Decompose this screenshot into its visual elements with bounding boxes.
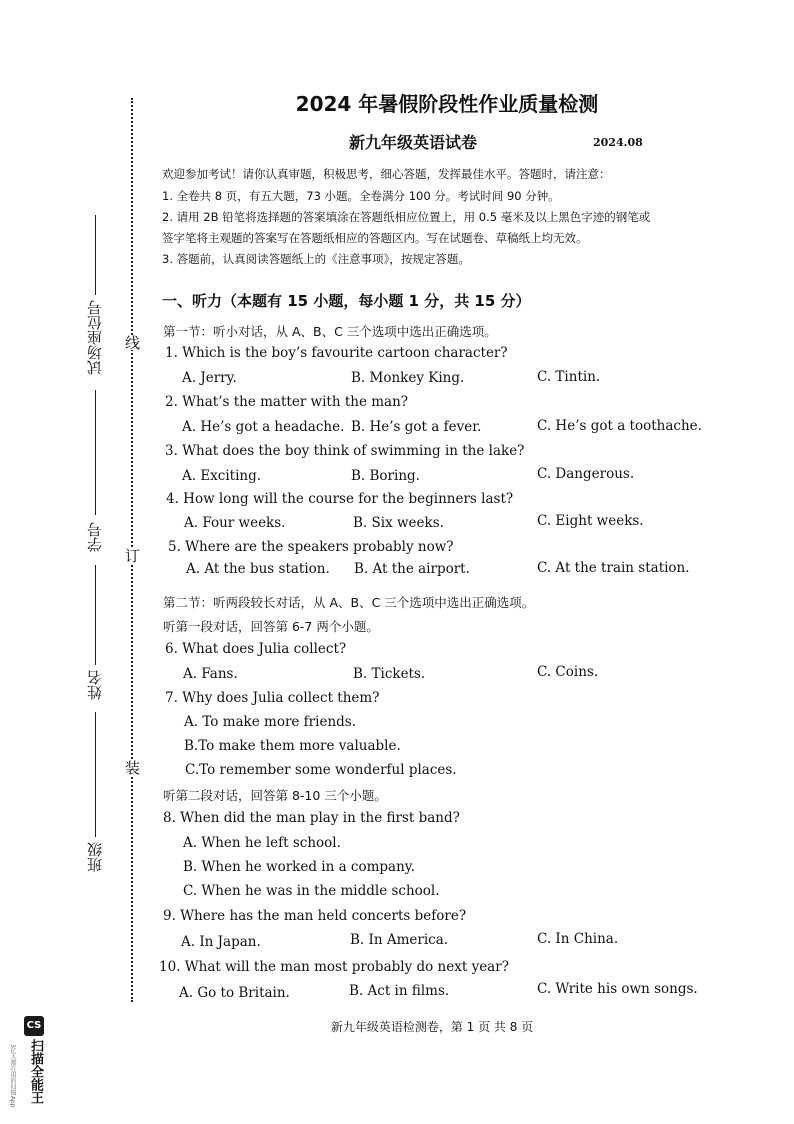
option-a: A. When he left school. bbox=[183, 835, 341, 851]
notice-line: 1. 全卷共 8 页，有五大题，73 小题。全卷满分 100 分。考试时间 90 分钟。 bbox=[162, 189, 560, 203]
option-a: A. To make more friends. bbox=[184, 714, 356, 730]
notice-line: 签字笔将主观题的答案写在答题纸相应的答题区内。写在试题卷、草稿纸上均无效。 bbox=[162, 231, 588, 245]
scanner-watermark bbox=[24, 1016, 46, 1104]
question: 1. Which is the boy’s favourite cartoon character? bbox=[165, 345, 508, 361]
question: 6. What does Julia collect? bbox=[165, 641, 347, 657]
seat-number-blank bbox=[95, 215, 96, 295]
dialog2-instruction: 听第二段对话，回答第 8-10 三个小题。 bbox=[163, 788, 387, 803]
option-c: C. Tintin. bbox=[537, 369, 601, 385]
page-footer: 新九年级英语检测卷，第 1 页 共 8 页 bbox=[330, 1020, 534, 1034]
scanner-tagline: 3亿人都在用的扫描App bbox=[9, 1044, 16, 1108]
exam-title: 2024 年暑假阶段性作业质量检测 bbox=[295, 92, 599, 116]
option-b: B.To make them more valuable. bbox=[184, 738, 401, 754]
option-b: B. In America. bbox=[350, 932, 449, 948]
option-c: C. At the train station. bbox=[537, 560, 690, 576]
option-b: B. Six weeks. bbox=[353, 515, 444, 531]
question: 5. Where are the speakers probably now? bbox=[168, 539, 454, 555]
question: 9. Where has the man held concerts before? bbox=[163, 908, 467, 924]
option-c: C. Coins. bbox=[537, 664, 599, 680]
part1-instruction: 第一节：听小对话，从 A、B、C 三个选项中选出正确选项。 bbox=[163, 324, 497, 339]
name-blank bbox=[95, 565, 96, 665]
option-b: B. Act in films. bbox=[349, 983, 450, 999]
question: 2. What’s the matter with the man? bbox=[165, 394, 409, 410]
question: 3. What does the boy think of swimming in the lake? bbox=[165, 443, 525, 459]
option-b: B. Boring. bbox=[351, 468, 420, 484]
option-c: C. When he was in the middle school. bbox=[183, 883, 440, 899]
student-id-label: 学号 bbox=[86, 522, 104, 552]
option-a: A. He’s got a headache. bbox=[182, 419, 345, 435]
exam-date: 2024.08 bbox=[593, 136, 643, 149]
option-b: B. Monkey King. bbox=[351, 370, 465, 386]
option-a: A. Exciting. bbox=[182, 468, 262, 484]
question: 8. When did the man play in the first band? bbox=[163, 810, 460, 826]
option-a: A. In Japan. bbox=[181, 934, 261, 950]
student-id-blank bbox=[95, 390, 96, 515]
name-label: 姓名 bbox=[86, 670, 104, 700]
exam-subtitle: 新九年级英语试卷 bbox=[349, 133, 478, 152]
part2-instruction: 第二节：听两段较长对话，从 A、B、C 三个选项中选出正确选项。 bbox=[163, 595, 535, 610]
scanner-name: 扫描全能王 bbox=[28, 1039, 43, 1104]
option-c: C. Eight weeks. bbox=[537, 513, 644, 529]
section-heading: 一、听力（本题有 15 小题，每小题 1 分，共 15 分） bbox=[162, 292, 531, 310]
option-c: C. He’s got a toothache. bbox=[537, 418, 702, 434]
option-c: C.To remember some wonderful places. bbox=[185, 762, 457, 778]
option-a: A. At the bus station. bbox=[186, 561, 330, 577]
option-c: C. In China. bbox=[537, 931, 619, 947]
class-blank bbox=[95, 712, 96, 837]
scanner-logo-icon: CS bbox=[24, 1016, 44, 1036]
question: 10. What will the man most probably do next year? bbox=[159, 959, 509, 975]
binding-mark-zhuang: 装 bbox=[123, 760, 141, 775]
option-a: A. Fans. bbox=[183, 666, 238, 682]
option-b: B. When he worked in a company. bbox=[183, 859, 415, 875]
dialog1-instruction: 听第一段对话，回答第 6-7 两个小题。 bbox=[163, 619, 379, 634]
option-c: C. Dangerous. bbox=[537, 466, 635, 482]
option-b: B. Tickets. bbox=[353, 666, 426, 682]
question: 4. How long will the course for the beginners last? bbox=[166, 491, 514, 507]
option-b: B. He’s got a fever. bbox=[351, 419, 482, 435]
notice-line: 欢迎参加考试！请你认真审题，积极思考，细心答题，发挥最佳水平。答题时，请注意： bbox=[162, 167, 611, 181]
binding-mark-ding: 订 bbox=[123, 548, 141, 563]
option-b: B. At the airport. bbox=[354, 561, 470, 577]
notice-line: 3. 答题前，认真阅读答题纸上的《注意事项》，按规定答题。 bbox=[162, 252, 470, 266]
class-label: 班级 bbox=[86, 842, 104, 872]
seat-number-label: 试场座位号 bbox=[86, 300, 104, 375]
option-a: A. Four weeks. bbox=[184, 515, 286, 531]
option-c: C. Write his own songs. bbox=[537, 981, 698, 997]
question: 7. Why does Julia collect them? bbox=[165, 690, 380, 706]
option-a: A. Go to Britain. bbox=[179, 985, 290, 1001]
option-a: A. Jerry. bbox=[182, 370, 237, 386]
binding-mark-line: 线 bbox=[123, 335, 141, 350]
notice-line: 2. 请用 2B 铅笔将选择题的答案填涂在答题纸相应位置上，用 0.5 毫米及以上黑色字迹的钢笔或 bbox=[162, 210, 651, 224]
